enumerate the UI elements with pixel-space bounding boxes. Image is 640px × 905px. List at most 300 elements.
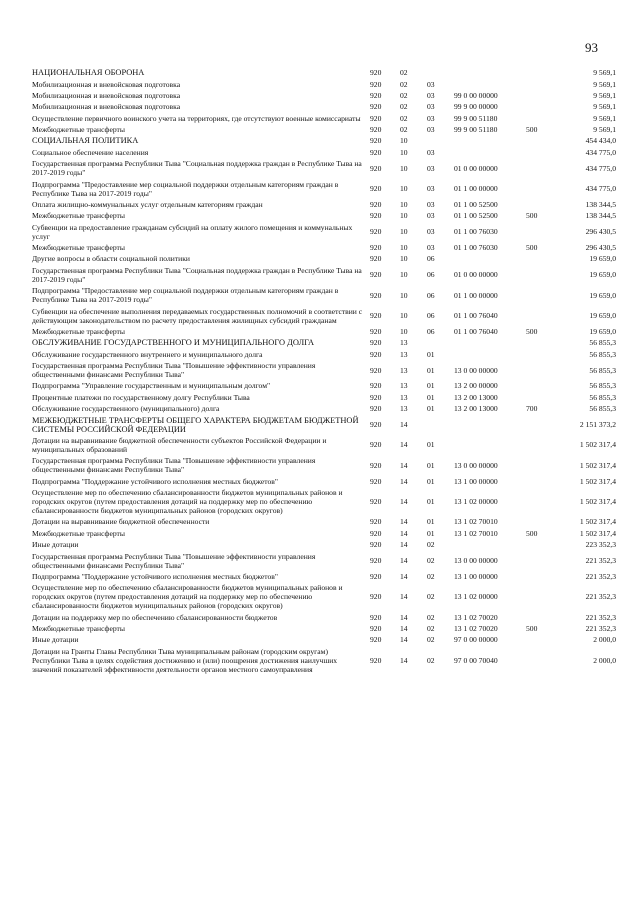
target-article-code: 13 1 02 70020	[454, 612, 498, 622]
ministry-code: 920	[370, 655, 382, 665]
amount: 2 000,0	[593, 655, 616, 665]
expense-type-code	[526, 349, 548, 360]
section-code: 10	[400, 254, 408, 264]
target-article-code: 99 9 00 51180	[454, 113, 498, 123]
ministry-code: 920	[370, 243, 382, 253]
table-row	[32, 78, 616, 89]
item-name: СОЦИАЛЬНАЯ ПОЛИТИКА	[32, 136, 139, 146]
subsection-code	[427, 135, 454, 146]
ministry-code: 920	[370, 420, 382, 430]
target-article-code: 01 1 00 52500	[454, 199, 498, 209]
subsection-code: 03	[427, 90, 435, 100]
item-name: Межбюджетные трансферты	[32, 243, 125, 253]
amount: 454 434,0	[585, 136, 616, 146]
subsection-code: 01	[427, 404, 435, 414]
item-name: Осуществление первичного воинского учета на территориях, где отсутствуют военные комиссариаты	[32, 113, 361, 123]
ministry-code: 920	[370, 528, 382, 538]
subsection-code: 03	[427, 113, 435, 123]
amount: 138 344,5	[585, 199, 616, 209]
table-row	[32, 360, 616, 380]
ministry-code: 920	[370, 612, 382, 622]
target-article-code: 13 2 00 00000	[454, 381, 498, 391]
section-code: 13	[400, 381, 408, 391]
item-name: Межбюджетные трансферты	[32, 528, 125, 538]
amount: 9 569,1	[593, 90, 616, 100]
ministry-code: 920	[370, 476, 382, 486]
budget-table	[32, 67, 616, 675]
expense-type-code	[526, 392, 548, 403]
expense-type-code	[526, 67, 548, 78]
amount: 9 569,1	[593, 102, 616, 112]
target-article-code: 01 1 00 00000	[454, 290, 498, 300]
target-article-code	[454, 435, 526, 455]
section-code: 02	[400, 125, 408, 135]
section-code: 14	[400, 612, 408, 622]
expense-type-code	[526, 178, 548, 198]
target-article-code: 13 1 00 00000	[454, 476, 498, 486]
item-name: Мобилизационная и вневойсковая подготовка	[32, 90, 181, 100]
amount: 1 502 317,4	[579, 528, 616, 538]
section-code: 10	[400, 311, 408, 321]
expense-type-code	[526, 337, 548, 348]
ministry-code: 920	[370, 460, 382, 470]
section-code: 13	[400, 349, 408, 359]
section-code: 14	[400, 476, 408, 486]
ministry-code: 920	[370, 290, 382, 300]
amount: 223 352,3	[585, 540, 616, 550]
table-row	[32, 571, 616, 582]
table-row	[32, 612, 616, 623]
expense-type-code	[526, 222, 548, 242]
subsection-code: 01	[427, 528, 435, 538]
section-row	[32, 337, 616, 348]
ministry-code: 920	[370, 136, 382, 146]
subsection-code: 02	[427, 592, 435, 602]
target-article-code: 01 1 00 00000	[454, 184, 498, 194]
ministry-code: 920	[370, 326, 382, 336]
section-code: 02	[400, 102, 408, 112]
amount: 56 855,3	[589, 349, 616, 359]
amount: 221 352,3	[585, 571, 616, 581]
amount: 9 569,1	[593, 68, 616, 78]
subsection-code: 01	[427, 392, 435, 402]
ministry-code: 920	[370, 79, 382, 89]
ministry-code: 920	[370, 517, 382, 527]
section-code: 13	[400, 404, 408, 414]
expense-type-code	[526, 158, 548, 178]
section-code: 14	[400, 440, 408, 450]
subsection-code: 02	[427, 655, 435, 665]
table-row	[32, 101, 616, 112]
amount: 296 430,5	[585, 243, 616, 253]
expense-type-code	[526, 612, 548, 623]
subsection-code: 06	[427, 326, 435, 336]
section-row	[32, 135, 616, 146]
section-code: 14	[400, 497, 408, 507]
expense-type-code	[526, 360, 548, 380]
amount: 1 502 317,4	[579, 440, 616, 450]
table-row	[32, 392, 616, 403]
subsection-code: 01	[427, 381, 435, 391]
item-name: Подпрограмма "Управление государственным и муниципальным долгом"	[32, 381, 271, 391]
ministry-code: 920	[370, 624, 382, 634]
amount: 9 569,1	[593, 113, 616, 123]
expense-type-code	[526, 646, 548, 675]
section-code: 02	[400, 90, 408, 100]
target-article-code	[454, 414, 526, 434]
item-name: Субвенции на предоставление гражданам субсидий на оплату жилого помещения и коммунальных услуг	[32, 222, 353, 241]
item-name: Мобилизационная и вневойсковая подготовка	[32, 102, 181, 112]
item-name: Межбюджетные трансферты	[32, 211, 125, 221]
table-row	[32, 539, 616, 550]
section-code: 14	[400, 624, 408, 634]
subsection-code: 01	[427, 349, 435, 359]
section-code: 02	[400, 68, 408, 78]
subsection-code: 03	[427, 163, 435, 173]
expense-type-code	[526, 476, 548, 487]
amount: 221 352,3	[585, 592, 616, 602]
section-code: 14	[400, 556, 408, 566]
amount: 434 775,0	[585, 184, 616, 194]
amount: 56 855,3	[589, 365, 616, 375]
ministry-code: 920	[370, 365, 382, 375]
ministry-code: 920	[370, 68, 382, 78]
section-code: 10	[400, 326, 408, 336]
section-code: 14	[400, 460, 408, 470]
expense-type-code	[526, 285, 548, 305]
item-name: Обслуживание государственного внутреннего и муниципального долга	[32, 349, 263, 359]
amount: 434 775,0	[585, 163, 616, 173]
table-row	[32, 349, 616, 360]
table-row	[32, 210, 616, 221]
table-row	[32, 242, 616, 253]
ministry-code: 920	[370, 163, 382, 173]
subsection-code: 02	[427, 540, 435, 550]
target-article-code: 13 0 00 00000	[454, 460, 498, 470]
target-article-code: 01 0 00 00000	[454, 163, 498, 173]
section-code: 10	[400, 211, 408, 221]
item-name: Обслуживание государственного (муниципального) долга	[32, 404, 220, 414]
target-article-code: 01 1 00 76030	[454, 243, 498, 253]
expense-type-code	[526, 305, 548, 325]
table-row	[32, 403, 616, 414]
expense-type-code	[526, 135, 548, 146]
section-code: 14	[400, 635, 408, 645]
item-name: Подпрограмма "Поддержание устойчивого исполнения местных бюджетов"	[32, 476, 278, 486]
subsection-code: 03	[427, 79, 435, 89]
section-code: 14	[400, 655, 408, 665]
amount: 9 569,1	[593, 125, 616, 135]
item-name: Иные дотации	[32, 540, 79, 550]
table-row	[32, 634, 616, 645]
table-row	[32, 487, 616, 516]
expense-type-code: 700	[526, 404, 538, 414]
item-name: Дотации на выравнивание бюджетной обеспеченности	[32, 517, 210, 527]
section-code: 10	[400, 243, 408, 253]
amount: 296 430,5	[585, 227, 616, 237]
expense-type-code	[526, 516, 548, 527]
subsection-code: 03	[427, 199, 435, 209]
expense-type-code: 500	[526, 528, 538, 538]
target-article-code	[454, 78, 526, 89]
expense-type-code	[526, 550, 548, 570]
item-name: Подпрограмма "Поддержание устойчивого исполнения местных бюджетов"	[32, 571, 278, 581]
ministry-code: 920	[370, 254, 382, 264]
expense-type-code	[526, 78, 548, 89]
amount: 1 502 317,4	[579, 476, 616, 486]
target-article-code: 13 1 02 70020	[454, 624, 498, 634]
ministry-code: 920	[370, 311, 382, 321]
ministry-code: 920	[370, 184, 382, 194]
item-name: Субвенции на обеспечение выполнения передаваемых государственных полномочий в соответствии с действующим законодательством по расчету предоставления жилищных субсидий гражданам	[32, 306, 363, 325]
item-name: Другие вопросы в области социальной политики	[32, 254, 190, 264]
amount: 221 352,3	[585, 612, 616, 622]
expense-type-code: 500	[526, 211, 538, 221]
target-article-code: 13 2 00 13000	[454, 392, 498, 402]
target-article-code: 97 0 00 70040	[454, 655, 498, 665]
ministry-code: 920	[370, 338, 382, 348]
section-code: 02	[400, 113, 408, 123]
ministry-code: 920	[370, 392, 382, 402]
ministry-code: 920	[370, 381, 382, 391]
item-name: Государственная программа Республики Тыва "Социальная поддержка граждан в Республике Тыва на 2017-2019 годы"	[32, 265, 362, 284]
table-row	[32, 158, 616, 178]
section-code: 14	[400, 517, 408, 527]
amount: 1 502 317,4	[579, 497, 616, 507]
target-article-code: 01 1 00 76040	[454, 311, 498, 321]
subsection-code: 01	[427, 517, 435, 527]
amount: 19 659,0	[589, 311, 616, 321]
expense-type-code	[526, 113, 548, 124]
target-article-code	[454, 147, 526, 158]
table-row	[32, 305, 616, 325]
table-row	[32, 199, 616, 210]
section-code: 14	[400, 528, 408, 538]
item-name: Процентные платежи по государственному долгу Республики Тыва	[32, 392, 250, 402]
table-row	[32, 646, 616, 675]
subsection-code: 02	[427, 571, 435, 581]
item-name: Государственная программа Республики Тыва "Повышение эффективности управления общественными финансами Республики Тыва"	[32, 551, 316, 570]
section-code: 13	[400, 392, 408, 402]
table-row	[32, 516, 616, 527]
section-code: 02	[400, 79, 408, 89]
item-name: НАЦИОНАЛЬНАЯ ОБОРОНА	[32, 68, 145, 78]
table-row	[32, 455, 616, 475]
table-row	[32, 178, 616, 198]
ministry-code: 920	[370, 497, 382, 507]
item-name: Оплата жилищно-коммунальных услуг отдельным категориям граждан	[32, 199, 263, 209]
section-code: 14	[400, 571, 408, 581]
expense-type-code	[526, 90, 548, 101]
target-article-code	[454, 253, 526, 264]
subsection-code: 03	[427, 147, 435, 157]
section-code: 10	[400, 163, 408, 173]
table-row	[32, 476, 616, 487]
table-row	[32, 550, 616, 570]
expense-type-code	[526, 571, 548, 582]
table-row	[32, 222, 616, 242]
ministry-code: 920	[370, 635, 382, 645]
item-name: Социальное обеспечение населения	[32, 147, 149, 157]
section-code: 13	[400, 338, 408, 348]
ministry-code: 920	[370, 592, 382, 602]
section-code: 10	[400, 227, 408, 237]
target-article-code	[454, 67, 526, 78]
expense-type-code	[526, 414, 548, 434]
expense-type-code	[526, 380, 548, 391]
expense-type-code: 500	[526, 125, 538, 135]
section-code: 10	[400, 290, 408, 300]
ministry-code: 920	[370, 270, 382, 280]
expense-type-code	[526, 147, 548, 158]
expense-type-code	[526, 582, 548, 611]
target-article-code: 99 9 00 51180	[454, 125, 498, 135]
target-article-code	[454, 337, 526, 348]
item-name: Государственная программа Республики Тыва "Повышение эффективности управления общественными финансами Республики Тыва"	[32, 456, 316, 475]
item-name: ОБСЛУЖИВАНИЕ ГОСУДАРСТВЕННОГО И МУНИЦИПАЛЬНОГО ДОЛГА	[32, 338, 315, 348]
item-name: МЕЖБЮДЖЕТНЫЕ ТРАНСФЕРТЫ ОБЩЕГО ХАРАКТЕРА БЮДЖЕТАМ БЮДЖЕТНОЙ СИСТЕМЫ РОССИЙСКОЙ ФЕДЕРАЦИИ	[32, 415, 359, 434]
target-article-code: 97 0 00 00000	[454, 635, 498, 645]
section-row	[32, 414, 616, 434]
amount: 1 502 317,4	[579, 460, 616, 470]
table-row	[32, 380, 616, 391]
subsection-code: 03	[427, 227, 435, 237]
amount: 19 659,0	[589, 254, 616, 264]
table-row	[32, 435, 616, 455]
ministry-code: 920	[370, 102, 382, 112]
subsection-code: 03	[427, 125, 435, 135]
section-code: 14	[400, 540, 408, 550]
subsection-code: 06	[427, 254, 435, 264]
section-code: 14	[400, 420, 408, 430]
item-name: Подпрограмма "Предоставление мер социальной поддержки отдельным категориям граждан в Республике Тыва на 2017-2019 годы"	[32, 179, 339, 198]
amount: 56 855,3	[589, 381, 616, 391]
subsection-code: 03	[427, 102, 435, 112]
subsection-code: 01	[427, 365, 435, 375]
target-article-code: 01 1 00 76040	[454, 326, 498, 336]
item-name: Межбюджетные трансферты	[32, 326, 125, 336]
table-row	[32, 623, 616, 634]
target-article-code: 99 9 00 00000	[454, 102, 498, 112]
subsection-code	[427, 337, 454, 348]
section-code: 10	[400, 199, 408, 209]
item-name: Осуществление мер по обеспечению сбалансированности бюджетов муниципальных районов и городских округов (путем предоставления дотаций на поддержку мер по обеспечению сбалансированности бюджетов муниципальных районов (городских округов)	[32, 583, 343, 611]
amount: 56 855,3	[589, 404, 616, 414]
target-article-code: 13 0 00 00000	[454, 365, 498, 375]
item-name: Подпрограмма "Предоставление мер социальной поддержки отдельным категориям граждан в Республике Тыва на 2017-2019 годы"	[32, 286, 339, 305]
ministry-code: 920	[370, 90, 382, 100]
expense-type-code	[526, 487, 548, 516]
table-row	[32, 124, 616, 135]
table-row	[32, 285, 616, 305]
amount: 2 000,0	[593, 635, 616, 645]
subsection-code	[427, 67, 454, 78]
ministry-code: 920	[370, 227, 382, 237]
target-article-code	[454, 135, 526, 146]
expense-type-code: 500	[526, 243, 538, 253]
expense-type-code	[526, 265, 548, 285]
subsection-code: 02	[427, 635, 435, 645]
amount: 434 775,0	[585, 147, 616, 157]
item-name: Мобилизационная и вневойсковая подготовка	[32, 79, 181, 89]
item-name: Иные дотации	[32, 635, 79, 645]
item-name: Дотации на Гранты Главы Республики Тыва муниципальным районам (городским округам) Республики Тыва в целях содействия достижению и (или) поощрения достижения наилучших значений показателей эффективности деятельности органов местного самоуправления	[32, 646, 338, 674]
subsection-code	[427, 414, 454, 434]
expense-type-code	[526, 253, 548, 264]
expense-type-code	[526, 199, 548, 210]
target-article-code: 01 1 00 52500	[454, 211, 498, 221]
subsection-code: 03	[427, 184, 435, 194]
ministry-code: 920	[370, 556, 382, 566]
ministry-code: 920	[370, 147, 382, 157]
amount: 9 569,1	[593, 79, 616, 89]
amount: 56 855,3	[589, 338, 616, 348]
subsection-code: 03	[427, 211, 435, 221]
table-row	[32, 90, 616, 101]
target-article-code: 13 0 00 00000	[454, 556, 498, 566]
table-row	[32, 147, 616, 158]
target-article-code	[454, 349, 526, 360]
ministry-code: 920	[370, 540, 382, 550]
ministry-code: 920	[370, 440, 382, 450]
item-name: Государственная программа Республики Тыва "Повышение эффективности управления общественными финансами Республики Тыва"	[32, 361, 316, 380]
amount: 1 502 317,4	[579, 517, 616, 527]
table-row	[32, 582, 616, 611]
section-row	[32, 67, 616, 78]
section-code: 10	[400, 147, 408, 157]
ministry-code: 920	[370, 113, 382, 123]
subsection-code: 01	[427, 460, 435, 470]
amount: 19 659,0	[589, 290, 616, 300]
subsection-code: 02	[427, 612, 435, 622]
subsection-code: 01	[427, 476, 435, 486]
target-article-code: 01 1 00 76030	[454, 227, 498, 237]
ministry-code: 920	[370, 211, 382, 221]
target-article-code: 13 1 02 00000	[454, 592, 498, 602]
amount: 221 352,3	[585, 556, 616, 566]
target-article-code: 99 0 00 00000	[454, 90, 498, 100]
amount: 19 659,0	[589, 270, 616, 280]
item-name: Государственная программа Республики Тыва "Социальная поддержка граждан в Республике Тыва на 2017-2019 годы"	[32, 159, 362, 178]
subsection-code: 06	[427, 290, 435, 300]
item-name: Осуществление мер по обеспечению сбалансированности бюджетов муниципальных районов и городских округов (путем предоставления дотаций на поддержку мер по обеспечению сбалансированности бюджетов муниципальных районов (городских округов)	[32, 488, 343, 516]
target-article-code: 13 1 02 70010	[454, 517, 498, 527]
table-row	[32, 326, 616, 337]
amount: 56 855,3	[589, 392, 616, 402]
table-row	[32, 528, 616, 539]
expense-type-code	[526, 634, 548, 645]
page-number: 93	[585, 40, 598, 55]
table-row	[32, 253, 616, 264]
target-article-code: 01 0 00 00000	[454, 270, 498, 280]
expense-type-code	[526, 455, 548, 475]
section-code: 10	[400, 270, 408, 280]
expense-type-code	[526, 435, 548, 455]
item-name: Межбюджетные трансферты	[32, 125, 125, 135]
expense-type-code: 500	[526, 326, 538, 336]
section-code: 10	[400, 184, 408, 194]
ministry-code: 920	[370, 199, 382, 209]
subsection-code: 02	[427, 624, 435, 634]
amount: 221 352,3	[585, 624, 616, 634]
section-code: 14	[400, 592, 408, 602]
target-article-code: 13 2 00 13000	[454, 404, 498, 414]
target-article-code: 13 1 02 00000	[454, 497, 498, 507]
ministry-code: 920	[370, 125, 382, 135]
ministry-code: 920	[370, 404, 382, 414]
budget-table-body	[32, 67, 616, 675]
item-name: Межбюджетные трансферты	[32, 624, 125, 634]
